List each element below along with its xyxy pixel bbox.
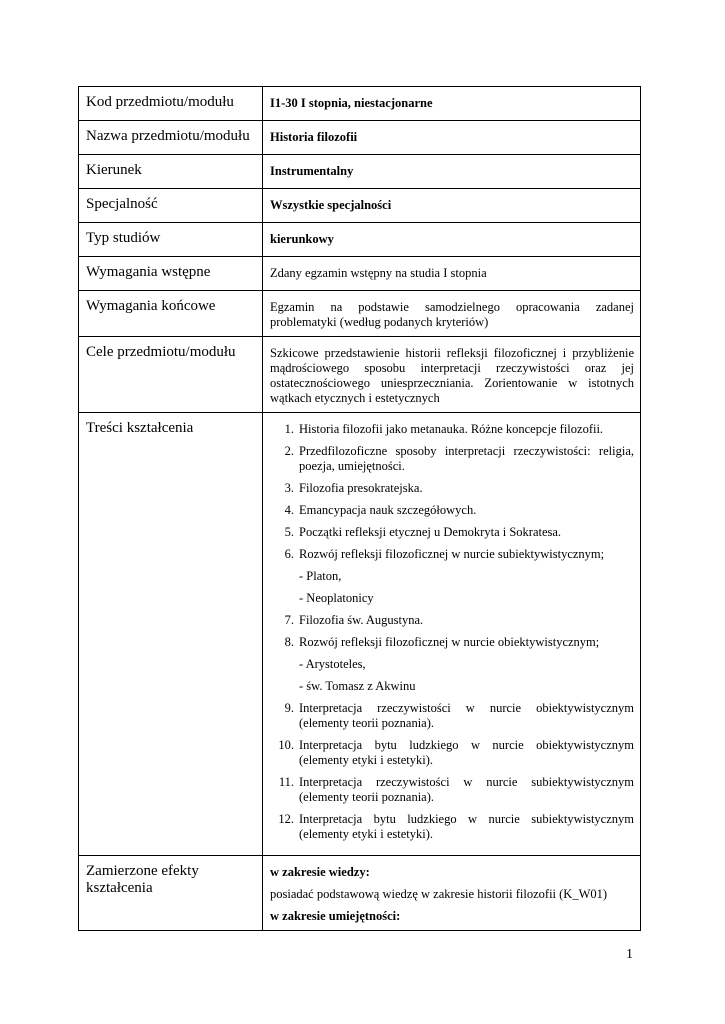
list-item — [270, 657, 634, 672]
page-number: 1 — [626, 947, 633, 962]
list-item-number: 2. — [284, 444, 294, 458]
effects-label: Zamierzone efekty kształcenia — [79, 856, 263, 931]
list-item-number: 3. — [284, 481, 294, 495]
row-label: Wymagania końcowe — [79, 291, 263, 337]
list-item-text: Interpretacja rzeczywistości w nurcie subiektywistycznym (elementy teorii poznania). — [299, 775, 634, 804]
content-list — [270, 422, 634, 842]
table-row-effects — [79, 856, 641, 931]
list-item-number: 9. — [284, 701, 294, 715]
list-item-text: Filozofia presokratejska. — [299, 481, 423, 495]
row-value: I1-30 I stopnia, niestacjonarne — [263, 87, 641, 121]
list-item — [270, 738, 634, 768]
list-item-text: Interpretacja rzeczywistości w nurcie obiektywistycznym (elementy teorii poznania). — [299, 701, 634, 730]
knowledge-heading: w zakresie wiedzy: — [270, 865, 370, 879]
row-label: Nazwa przedmiotu/modułu — [79, 121, 263, 155]
content-label: Treści kształcenia — [79, 413, 263, 856]
row-value: Zdany egzamin wstępny na studia I stopnia — [263, 257, 641, 291]
list-item-text: - św. Tomasz z Akwinu — [299, 679, 416, 693]
list-item — [270, 775, 634, 805]
knowledge-text: posiadać podstawową wiedzę w zakresie historii filozofii (K_W01) — [270, 887, 608, 901]
row-label: Wymagania wstępne — [79, 257, 263, 291]
row-label: Typ studiów — [79, 223, 263, 257]
row-value: Egzamin na podstawie samodzielnego opracowania zadanej problematyki (według podanych kryteriów) — [263, 291, 641, 337]
table-row-content — [79, 413, 641, 856]
list-item-number: 1. — [284, 422, 294, 436]
row-value: Wszystkie specjalności — [263, 189, 641, 223]
list-item — [270, 613, 634, 628]
list-item-text: - Arystoteles, — [299, 657, 366, 671]
list-item-number: 5. — [284, 525, 294, 539]
list-item — [270, 591, 634, 606]
row-value: Instrumentalny — [263, 155, 641, 189]
table-row — [79, 121, 641, 155]
list-item-text: - Neoplatonicy — [299, 591, 374, 605]
row-value: Historia filozofii — [263, 121, 641, 155]
list-item — [270, 547, 634, 562]
list-item-text: Interpretacja bytu ludzkiego w nurcie subiektywistycznym (elementy etyki i estetyki). — [299, 812, 634, 841]
row-label: Specjalność — [79, 189, 263, 223]
list-item — [270, 569, 634, 584]
list-item-text: Interpretacja bytu ludzkiego w nurcie obiektywistycznym (elementy etyki i estetyki). — [299, 738, 634, 767]
content-list-cell — [263, 413, 641, 856]
list-item-text: Historia filozofii jako metanauka. Różne koncepcje filozofii. — [299, 422, 604, 436]
list-item — [270, 635, 634, 650]
list-item-text: Rozwój refleksji filozoficznej w nurcie subiektywistycznym; — [299, 547, 605, 561]
row-label: Kod przedmiotu/modułu — [79, 87, 263, 121]
row-value: kierunkowy — [263, 223, 641, 257]
row-label: Cele przedmiotu/modułu — [79, 337, 263, 413]
list-item-text: Emancypacja nauk szczegółowych. — [299, 503, 477, 517]
row-label: Kierunek — [79, 155, 263, 189]
table-row — [79, 291, 641, 337]
list-item-text: Rozwój refleksji filozoficznej w nurcie obiektywistycznym; — [299, 635, 600, 649]
list-item-number: 11. — [278, 775, 294, 789]
list-item — [270, 503, 634, 518]
table-row — [79, 257, 641, 291]
row-value: Szkicowe przedstawienie historii refleksji filozoficznej i przybliżenie mądrościowego sposobu interpretacji rzeczywistości oraz jej ostatecznościowego uniesprzeczniania. Zorientowanie w istotnych wątkach etycznych i estetycznych — [263, 337, 641, 413]
list-item-text: Przedfilozoficzne sposoby interpretacji rzeczywistości: religia, poezja, umiejętności. — [299, 444, 634, 473]
table-row — [79, 337, 641, 413]
table-row — [79, 189, 641, 223]
list-item — [270, 812, 634, 842]
list-item-number: 12. — [278, 812, 294, 826]
effects-cell — [263, 856, 641, 931]
list-item-text: Początki refleksji etycznej u Demokryta i Sokratesa. — [299, 525, 562, 539]
list-item — [270, 701, 634, 731]
list-item-number: 10. — [278, 738, 294, 752]
table-row — [79, 155, 641, 189]
list-item — [270, 481, 634, 496]
list-item — [270, 679, 634, 694]
list-item-text: - Platon, — [299, 569, 342, 583]
syllabus-table — [78, 86, 641, 931]
skills-heading: w zakresie umiejętności: — [270, 909, 401, 923]
list-item-number: 6. — [284, 547, 294, 561]
list-item — [270, 525, 634, 540]
list-item — [270, 422, 634, 437]
list-item — [270, 444, 634, 474]
table-row — [79, 87, 641, 121]
table-row — [79, 223, 641, 257]
list-item-number: 8. — [284, 635, 294, 649]
list-item-number: 4. — [284, 503, 294, 517]
list-item-number: 7. — [284, 613, 294, 627]
list-item-text: Filozofia św. Augustyna. — [299, 613, 424, 627]
